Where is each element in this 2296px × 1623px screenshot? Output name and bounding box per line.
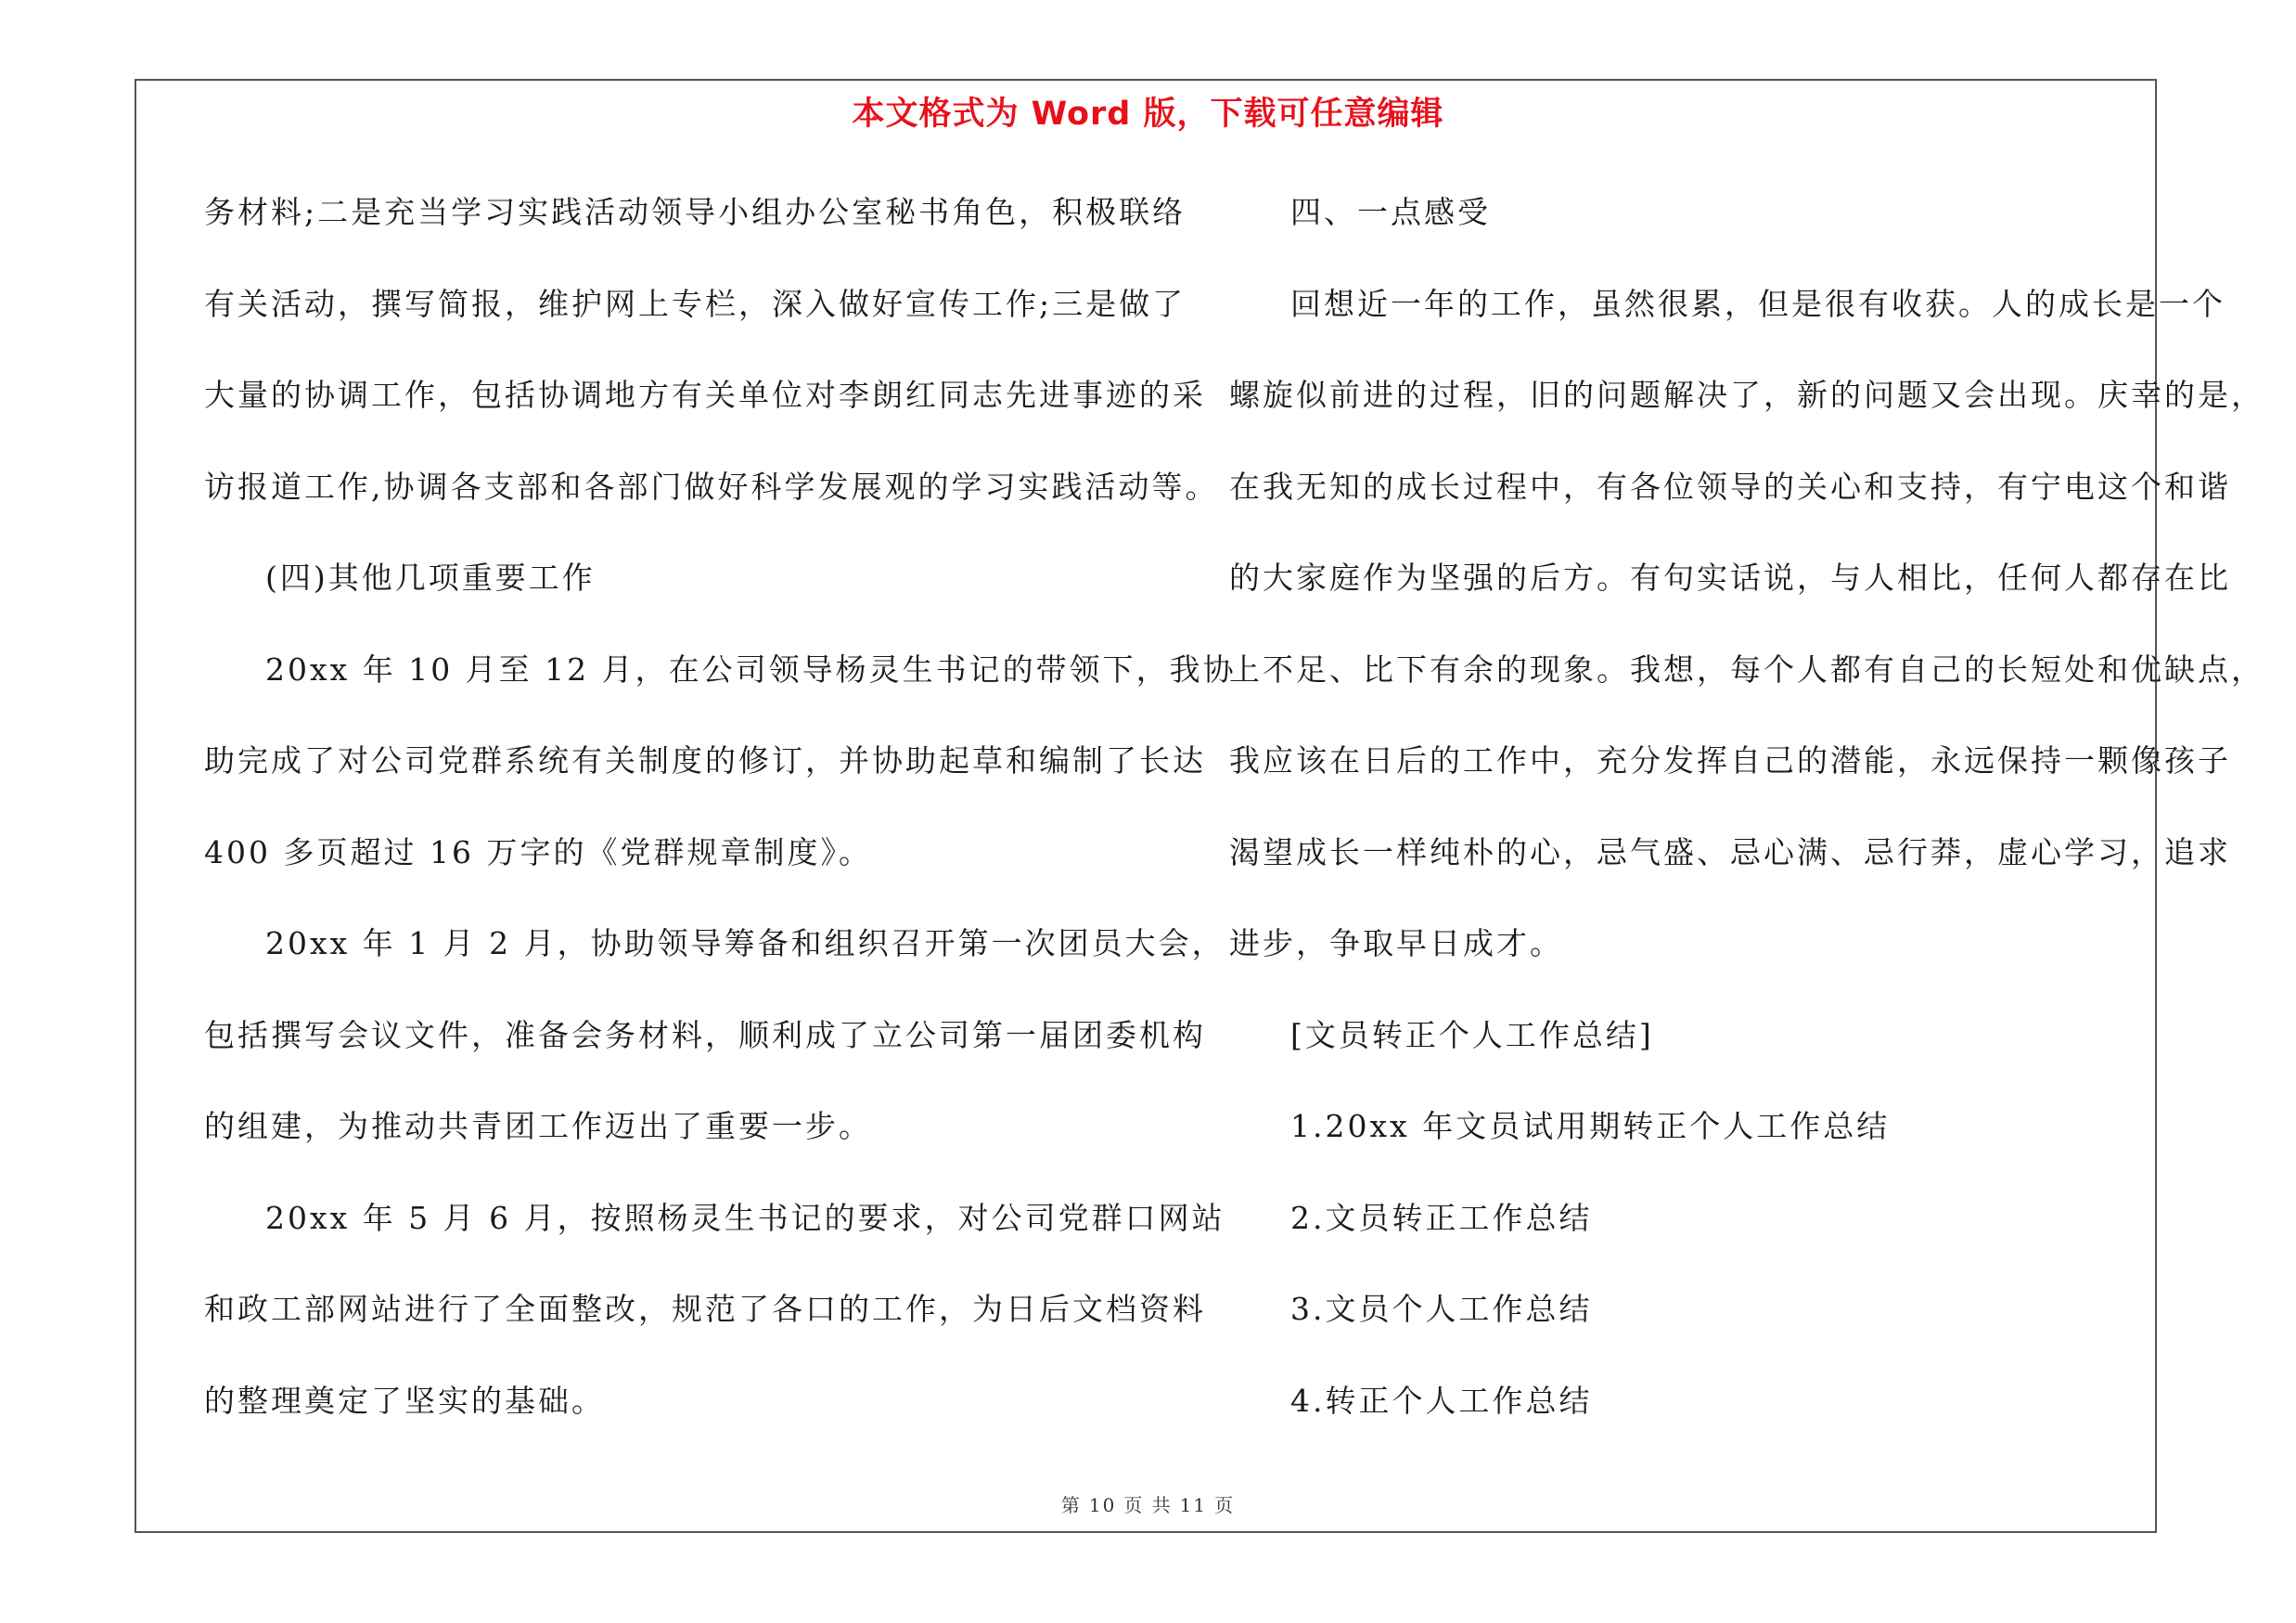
text-line: 访报道工作,协调各支部和各部门做好科学发展观的学习实践活动等。 bbox=[204, 468, 1219, 505]
text-line: 渴望成长一样纯朴的心，忌气盛、忌心满、忌行莽，虚心学习，追求 bbox=[1229, 833, 2231, 870]
format-notice-banner: 本文格式为 Word 版，下载可任意编辑 bbox=[852, 96, 1444, 133]
text-line: 大量的协调工作，包括协调地方有关单位对李朗红同志先进事迹的采 bbox=[204, 377, 1206, 413]
footer-suffix: 页 bbox=[1214, 1494, 1236, 1516]
page-number-footer bbox=[0, 1490, 2296, 1517]
text-line: 螺旋似前进的过程，旧的问题解决了，新的问题又会出现。庆幸的是， bbox=[1229, 377, 2264, 413]
current-page-number: 10 bbox=[1088, 1494, 1117, 1516]
text-line: 有关活动，撰写简报，维护网上专栏，深入做好宣传工作;三是做了 bbox=[204, 285, 1186, 322]
text-line: 在我无知的成长过程中，有各位领导的关心和支持，有宁电这个和谐 bbox=[1229, 468, 2231, 505]
text-line: 20xx 年 10 月至 12 月，在公司领导杨灵生书记的带领下，我协 bbox=[265, 650, 1237, 688]
related-articles-heading: [文员转正个人工作总结] bbox=[1290, 1016, 1654, 1053]
related-article-link[interactable]: 1.20xx 年文员试用期转正个人工作总结 bbox=[1290, 1108, 1891, 1144]
footer-prefix: 第 bbox=[1060, 1494, 1082, 1516]
right-text-column bbox=[1229, 167, 2264, 1447]
section-heading: (四)其他几项重要工作 bbox=[265, 560, 596, 596]
text-line: 回想近一年的工作，虽然很累，但是很有收获。人的成长是一个 bbox=[1290, 285, 2225, 322]
text-line: 进步，争取早日成才。 bbox=[1229, 925, 1563, 961]
total-page-number: 11 bbox=[1179, 1494, 1208, 1516]
footer-middle: 页 共 bbox=[1123, 1494, 1173, 1516]
text-line: 上不足、比下有余的现象。我想，每个人都有自己的长短处和优缺点， bbox=[1229, 650, 2264, 688]
text-line: 我应该在日后的工作中，充分发挥自己的潜能，永远保持一颗像孩子 bbox=[1229, 742, 2231, 779]
text-line: 20xx 年 1 月 2 月，协助领导筹备和组织召开第一次团员大会， bbox=[265, 925, 1225, 961]
text-line: 助完成了对公司党群系统有关制度的修订，并协助起草和编制了长达 bbox=[204, 742, 1206, 779]
related-article-link[interactable]: 3.文员个人工作总结 bbox=[1290, 1291, 1593, 1327]
section-heading: 四、一点感受 bbox=[1290, 194, 1491, 230]
text-line: 400 多页超过 16 万字的《党群规章制度》。 bbox=[204, 833, 872, 870]
text-line: 的组建，为推动共青团工作迈出了重要一步。 bbox=[204, 1108, 872, 1144]
related-article-link[interactable]: 2.文员转正工作总结 bbox=[1290, 1199, 1593, 1236]
text-line: 和政工部网站进行了全面整改，规范了各口的工作，为日后文档资料 bbox=[204, 1291, 1206, 1327]
text-line: 的整理奠定了坚实的基础。 bbox=[204, 1382, 605, 1419]
related-article-link[interactable]: 4.转正个人工作总结 bbox=[1290, 1382, 1593, 1419]
left-text-column bbox=[204, 167, 1237, 1447]
text-line: 的大家庭作为坚强的后方。有句实话说，与人相比，任何人都存在比 bbox=[1229, 560, 2231, 596]
text-line: 20xx 年 5 月 6 月，按照杨灵生书记的要求，对公司党群口网站 bbox=[265, 1199, 1225, 1236]
text-line: 包括撰写会议文件，准备会务材料，顺利成了立公司第一届团委机构 bbox=[204, 1016, 1206, 1053]
text-line: 务材料;二是充当学习实践活动领导小组办公室秘书角色，积极联络 bbox=[204, 194, 1186, 230]
